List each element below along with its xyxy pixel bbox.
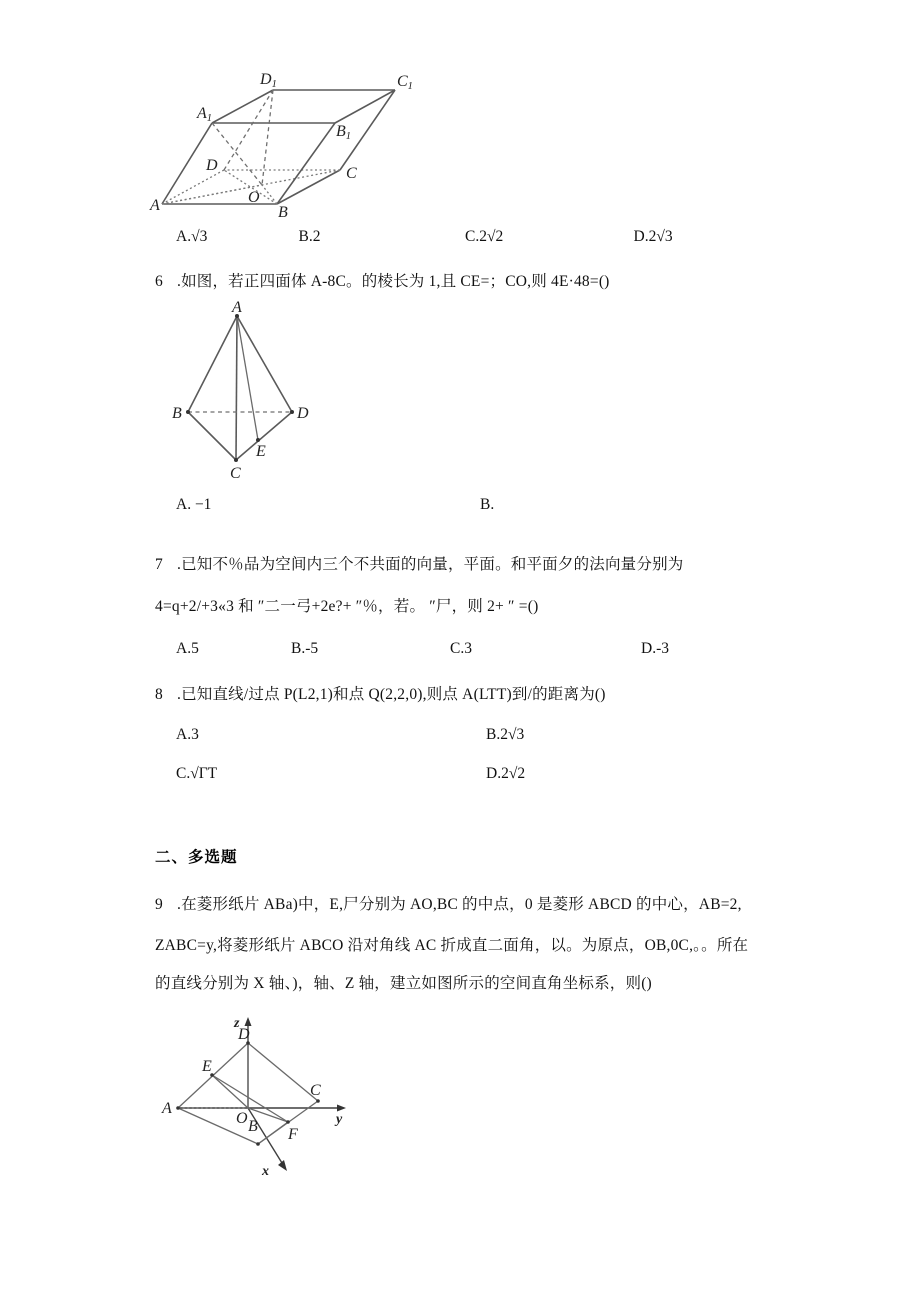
vertex-label-C1: C1 xyxy=(397,73,413,92)
question7-stem-text-1: .已知不％品为空间内三个不共面的向量，平面。和平面夕的法向量分别为 xyxy=(177,556,684,573)
question9-number: 9 xyxy=(155,896,163,913)
parallelepiped-svg xyxy=(150,58,450,221)
question7-option-d[interactable]: D.-3 xyxy=(641,640,669,657)
question6-options-row xyxy=(176,496,680,514)
question7-option-c[interactable]: C.3 xyxy=(450,640,472,657)
question5-option-b[interactable]: B.2 xyxy=(298,228,321,245)
question7-options-row xyxy=(176,640,776,658)
vertex-label-F: F xyxy=(288,1126,298,1143)
question7-number: 7 xyxy=(155,556,163,573)
vertex-label-E: E xyxy=(202,1058,212,1075)
y-axis-label: y xyxy=(336,1112,343,1127)
question5-option-d[interactable]: D.2√3 xyxy=(633,228,673,245)
vertex-label-O: O xyxy=(236,1110,248,1127)
vertex-label-A: A xyxy=(162,1100,172,1117)
vertex-label-B: B xyxy=(248,1118,258,1135)
question6-stem xyxy=(155,270,610,293)
question9-stem-text-3: 的直线分别为 X 轴、)，轴、Z 轴，建立如图所示的空间直角坐标系，则() xyxy=(155,975,652,992)
folded-rhombus-svg xyxy=(150,1015,450,1195)
vertex-label-D: D xyxy=(297,405,309,422)
section-heading-multiple-choice: 二、多选题 xyxy=(155,849,238,866)
question5-figure xyxy=(150,58,450,221)
question8-stem-text: .已知直线/过点 P(L2,1)和点 Q(2,2,0),则点 A(LTT)到/的距离为() xyxy=(177,686,606,703)
question6-option-a[interactable]: A. −1 xyxy=(176,496,212,513)
question9-stem-line1 xyxy=(155,893,742,916)
vertex-label-C: C xyxy=(230,465,241,482)
vertex-label-C: C xyxy=(346,165,357,182)
question5-option-a[interactable]: A.√3 xyxy=(176,228,208,245)
vertex-label-O: O xyxy=(248,189,260,206)
vertex-label-B: B xyxy=(278,204,288,221)
question6-option-b[interactable]: B. xyxy=(480,496,495,513)
vertex-label-D1: D1 xyxy=(260,71,277,90)
vertex-label-B: B xyxy=(172,405,182,422)
question6-figure xyxy=(170,300,400,495)
x-axis-label: x xyxy=(262,1164,269,1179)
vertex-label-A1: A1 xyxy=(197,105,213,124)
question8-options-row-1 xyxy=(176,726,796,744)
question8-option-d[interactable]: D.2√2 xyxy=(486,765,526,782)
question5-option-c[interactable]: C.2√2 xyxy=(465,228,504,245)
vertex-label-A: A xyxy=(232,299,242,316)
vertex-label-D: D xyxy=(206,157,218,174)
tetrahedron-svg xyxy=(170,300,400,495)
question7-option-a[interactable]: A.5 xyxy=(176,640,199,657)
question7-stem-line1 xyxy=(155,553,683,576)
question9-stem-text-2: ZABC=y,将菱形纸片 ABCO 沿对角线 AC 折成直二面角，以。为原点，OB,0C,。。所在 xyxy=(155,937,749,954)
vertex-label-A: A xyxy=(150,197,160,214)
question6-number: 6 xyxy=(155,273,163,290)
question9-stem-text-1: .在菱形纸片 ABa)中，E,尸分别为 AO,BC 的中点，0 是菱形 ABCD 的中心，AB=2, xyxy=(177,896,742,913)
question5-options-row xyxy=(176,228,776,246)
y-axis-arrow xyxy=(337,1105,346,1112)
vertex-label-E: E xyxy=(256,443,266,460)
z-axis-arrow xyxy=(245,1017,252,1026)
question8-stem xyxy=(155,683,606,706)
question8-options-row-2 xyxy=(176,765,796,783)
question8-option-c[interactable]: C.√ΓT xyxy=(176,765,218,782)
vertex-label-B1: B1 xyxy=(336,123,352,142)
x-axis-arrow xyxy=(278,1160,287,1171)
question7-stem-text-2: 4=q+2/+3«3 和 ″二一弓+2e?+ ″％，若。 ″尸，则 2+ ″ =() xyxy=(155,598,539,615)
question8-option-b[interactable]: B.2√3 xyxy=(486,726,525,743)
vertex-label-D: D xyxy=(238,1026,250,1043)
question6-stem-text: .如图，若正四面体 A-8C。的棱长为 1,且 CE=；CO,则 4E·48=() xyxy=(177,273,610,290)
question8-option-a[interactable]: A.3 xyxy=(176,726,199,743)
question7-option-b[interactable]: B.-5 xyxy=(291,640,319,657)
question7-stem-line2 xyxy=(155,595,538,618)
question8-number: 8 xyxy=(155,686,163,703)
vertex-label-C: C xyxy=(310,1082,321,1099)
z-axis-label: z xyxy=(234,1016,240,1031)
question9-figure xyxy=(150,1015,450,1195)
question9-stem-line3 xyxy=(155,972,652,995)
question9-stem-line2 xyxy=(155,934,748,957)
